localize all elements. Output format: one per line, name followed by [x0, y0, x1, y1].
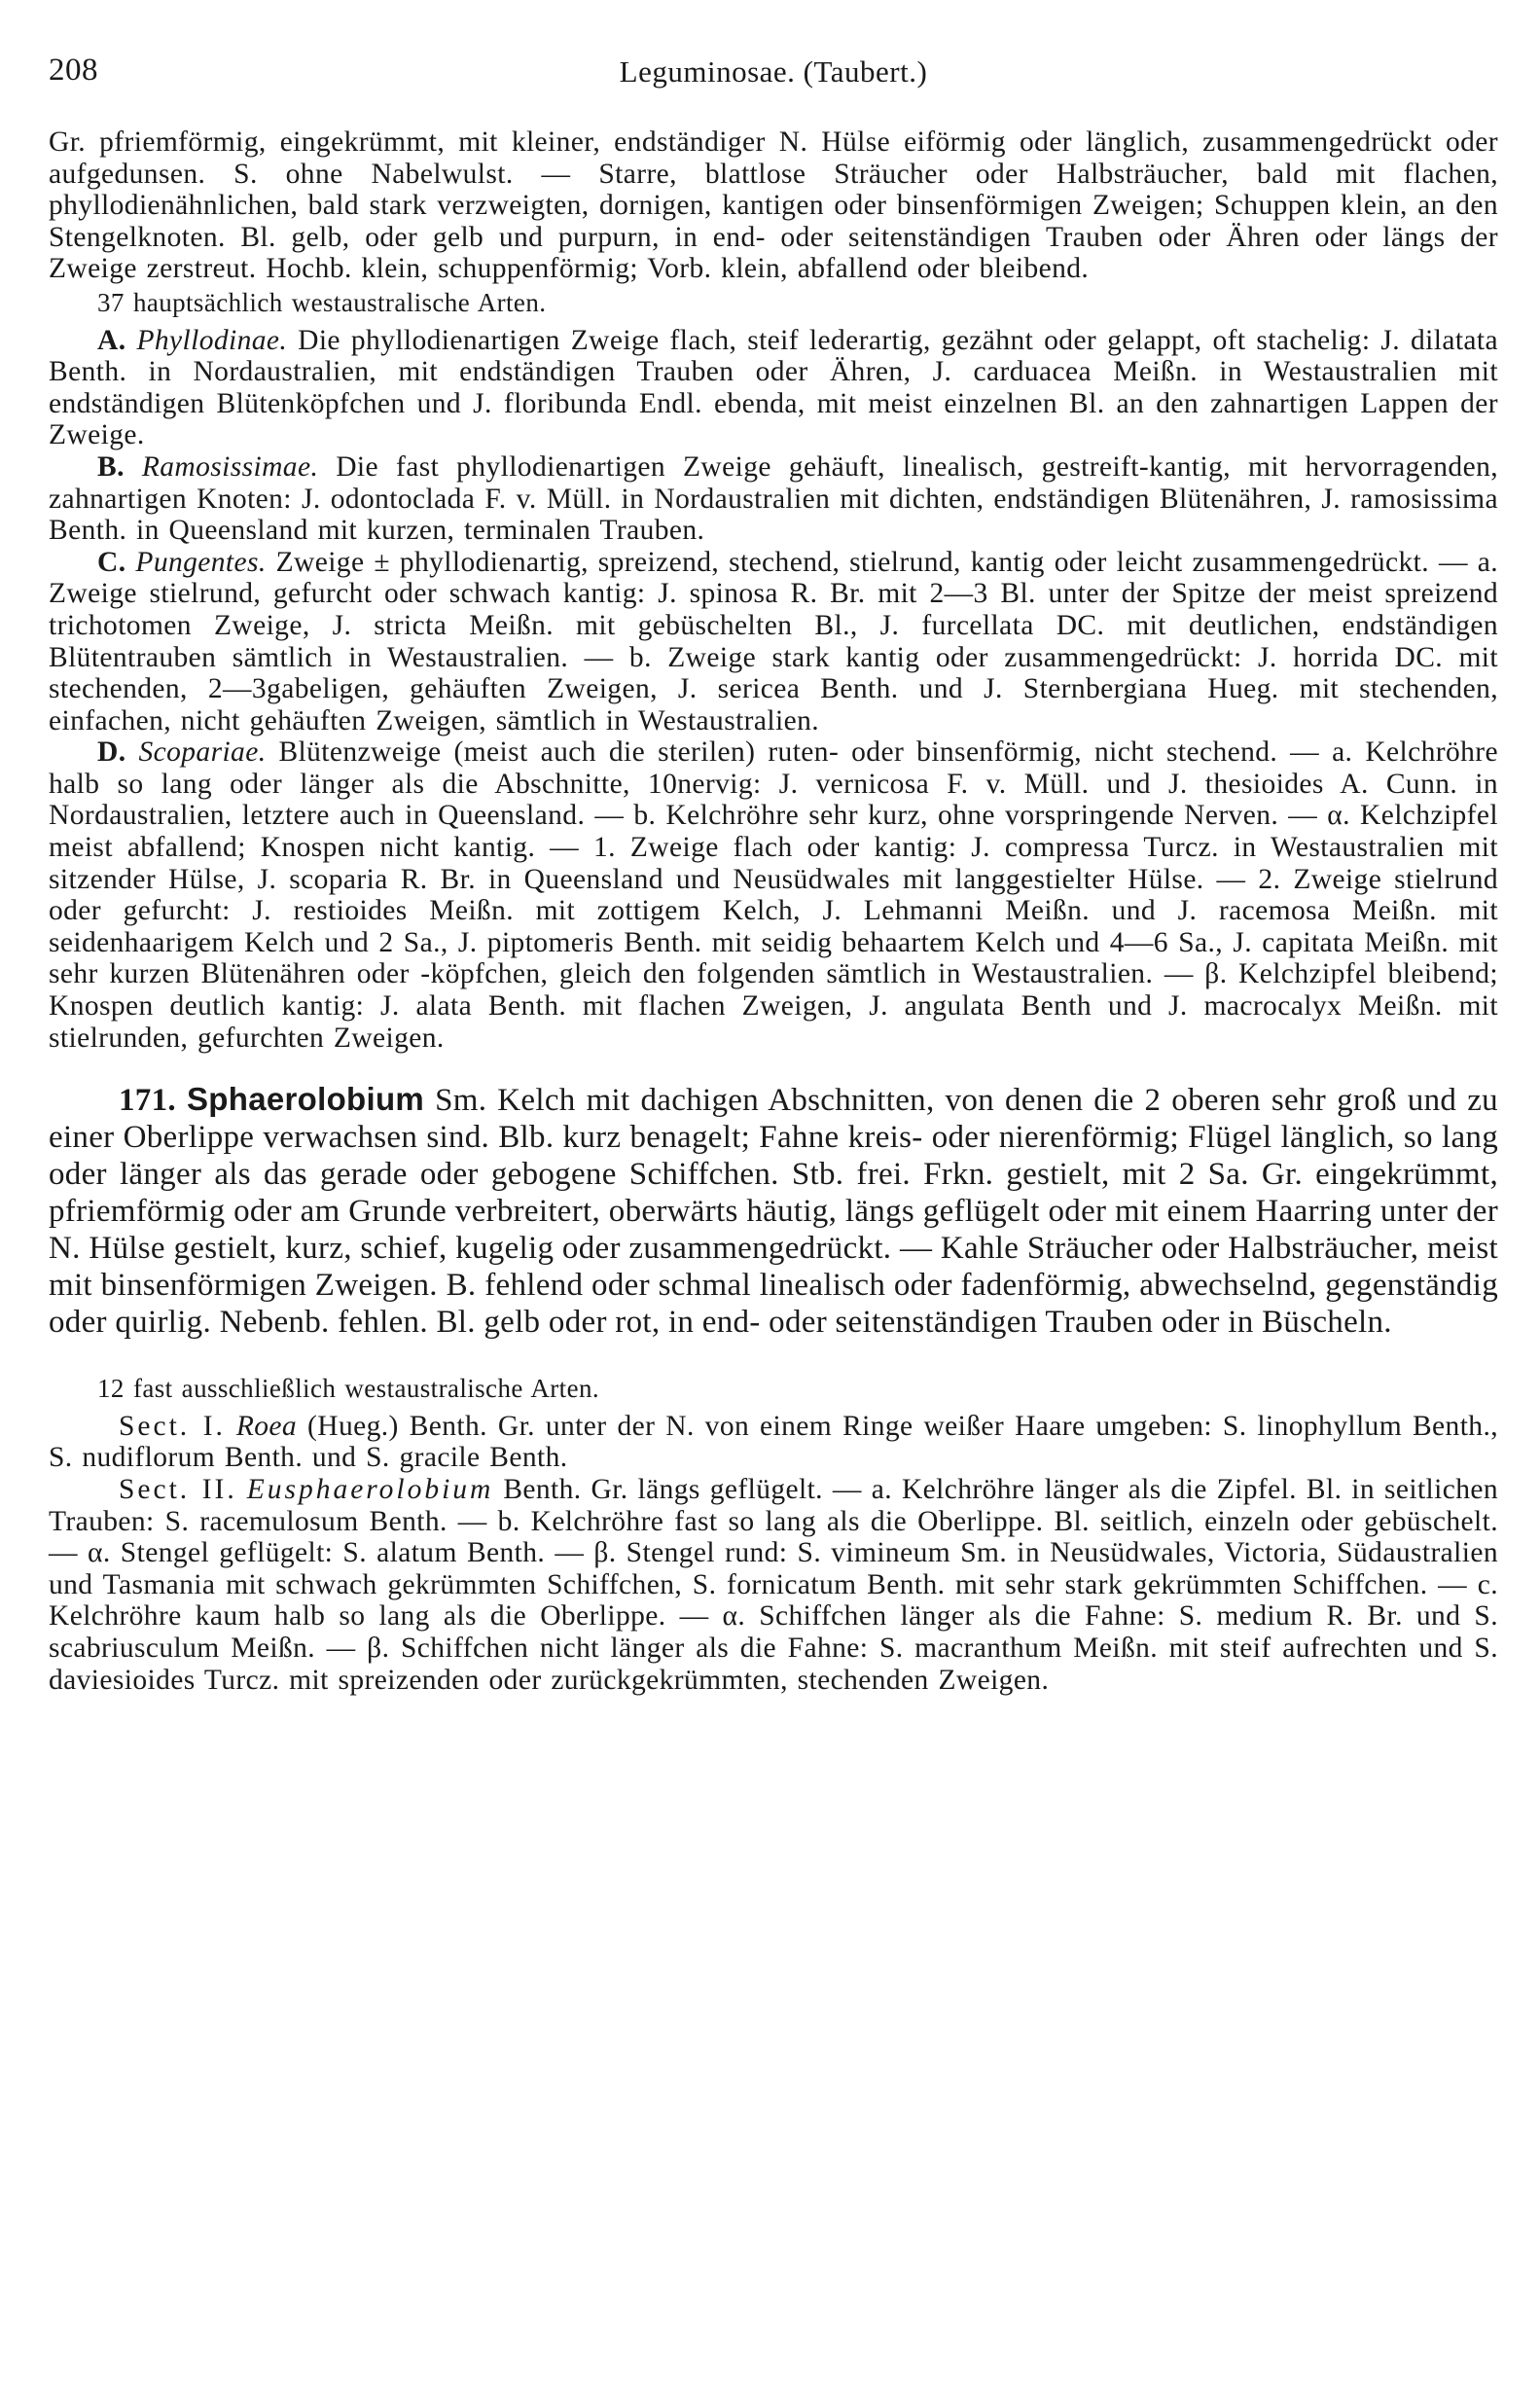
key-a-name: Phyllodinae.: [136, 324, 288, 356]
section-2-name: Eusphaerolobium: [246, 1474, 494, 1505]
section-2-label: Sect. II.: [119, 1474, 237, 1505]
genus-entry: [49, 1081, 1498, 1341]
genus-species-count: 12 fast ausschließlich westaustralische Arten.: [97, 1374, 600, 1404]
genus-body: [49, 1373, 1498, 1696]
body-text: [49, 126, 1498, 1054]
genus-name: Sphaerolobium: [186, 1081, 425, 1118]
genus-number: 171.: [119, 1083, 176, 1119]
key-c-label: C.: [97, 546, 126, 578]
key-d-text: Blütenzweige (meist auch die sterilen) ruten- oder binsenförmig, nicht stechend. — a. Kelchröhre halb so lang oder länger als die Abschnitte, 10nervig: J. vernicosa F. v. Müll. und J. thesioides A. Cunn. in Nordaustralien, letztere auch in Queensland. — b. Kelchröhre sehr kurz, ohne vorspringende Nerven. — α. Kelchzipfel meist abfallend; Knospen nicht kantig. — 1. Zweige flach oder kantig: J. compressa Turcz. in Westaustralien mit sitzender Hülse, J. scoparia R. Br. in Queensland und Neusüdwales mit langgestielter Hülse. — 2. Zweige stielrund oder gefurcht: J. restioides Meißn. mit zottigem Kelch, J. Lehmanni Meißn. und J. racemosa Meißn. mit seidenhaarigem Kelch und 2 Sa., J. piptomeris Benth. mit seidig behaartem Kelch und 4—6 Sa., J. capitata Meißn. mit sehr kurzen Blütenähren oder -köpfchen, gleich den folgenden sämtlich in Westaustralien. — β. Kelchzipfel bleibend; Knospen deutlich kantig: J. alata Benth. mit flachen Zweigen, J. angulata Benth und J. macrocalyx Meißn. mit stielrunden, gefurchten Zweigen.: [49, 736, 1499, 1054]
key-a-label: A.: [97, 324, 126, 356]
running-head: Leguminosae. (Taubert.): [619, 54, 928, 89]
section-2: [49, 1474, 1498, 1696]
page-header: [49, 49, 1498, 107]
section-2-text: Benth. Gr. längs geflügelt. — a. Kelchröhre länger als die Zipfel. Bl. in seitlichen Trauben: S. racemulosum Benth. — b. Kelchröhre fast so lang als die Oberlippe. Bl. seitlich, einzeln oder gebüschelt. — α. Stengel geflügelt: S. alatum Benth. — β. Stengel rund: S. vimineum Sm. in Neusüdwales, Victoria, Südaustralien und Tasmania mit schwach gekrümmten Schiffchen, S. fornicatum Benth. mit sehr stark gekrümmten Schiffchen. — c. Kelchröhre kaum halb so lang als die Oberlippe. — α. Schiffchen länger als die Fahne: S. medium R. Br. und S. scabriusculum Meißn. — β. Schiffchen nicht länger als die Fahne: S. macranthum Meißn. mit steif aufrechten und S. daviesioides Turcz. mit spreizenden oder zurückgekrümmten, stechenden Zweigen.: [49, 1474, 1499, 1696]
genus-author: Sm.: [435, 1083, 487, 1119]
key-d: [49, 736, 1498, 1054]
key-c-name: Pungentes.: [135, 546, 267, 578]
section-1-label: Sect. I.: [119, 1410, 226, 1442]
species-count: 37 hauptsächlich westaustralische Arten.: [97, 287, 547, 317]
key-d-label: D.: [97, 736, 126, 769]
key-b: [49, 451, 1498, 547]
key-d-name: Scopariae.: [138, 736, 267, 769]
intro-paragraph: Gr. pfriemförmig, eingekrümmt, mit kleiner, endständiger N. Hülse eiförmig oder länglich, zusammengedrückt oder aufgedunsen. S. ohne Nabelwulst. — Starre, blattlose Sträucher oder Halbsträucher, bald mit flachen, phyllodienähnlichen, bald stark verzweigten, dornigen, kantigen oder binsenförmigen Zweigen; Schuppen klein, an den Stengelknoten. Bl. gelb, oder gelb und purpurn, in end- oder seitenständigen Trauben oder Ähren oder längs der Zweige zerstreut. Hochb. klein, schuppenförmig; Vorb. klein, abfallend oder bleibend.: [49, 126, 1498, 285]
document-page: [49, 49, 1498, 1696]
key-a: [49, 325, 1498, 451]
genus-description: Kelch mit dachigen Abschnitten, von denen die 2 oberen sehr groß und zu einer Oberlippe verwachsen sind. Blb. kurz benagelt; Fahne kreis- oder nierenförmig; Flügel länglich, so lang oder länger als das gerade oder gebogene Schiffchen. Stb. frei. Frkn. gestielt, mit 2 Sa. Gr. eingekrümmt, pfriemförmig oder am Grunde verbreitert, oberwärts häutig, längs geflügelt oder mit einem Haarring unter der N. Hülse gestielt, kurz, schief, kugelig oder zusammengedrückt. — Kahle Sträucher oder Halbsträucher, meist mit binsenförmigen Zweigen. B. fehlend oder schmal linealisch oder fadenförmig, abwechselnd, gegenständig oder quirlig. Nebenb. fehlen. Bl. gelb oder rot, in end- oder seitenständigen Trauben oder in Büscheln.: [49, 1083, 1498, 1341]
section-1-name: Roea: [235, 1410, 298, 1442]
key-c: [49, 547, 1498, 737]
key-c-text: Zweige ± phyllodienartig, spreizend, stechend, stielrund, kantig oder leicht zusammengedrückt. — a. Zweige stielrund, gefurcht oder schwach kantig: J. spinosa R. Br. mit 2—3 Bl. unter der Spitze der meist spreizend trichotomen Zweige, J. stricta Meißn. mit gebüschelten Bl., J. furcellata DC. mit deutlichen, endständigen Blütentrauben sämtlich in Westaustralien. — b. Zweige stark kantig oder zusammengedrückt: J. horrida DC. mit stechenden, 2—3gabeligen, gehäuften Zweigen, J. sericea Benth. und J. Sternbergiana Hueg. mit stechenden, einfachen, nicht gehäuften Zweigen, sämtlich in Westaustralien.: [49, 546, 1499, 736]
section-1: [49, 1411, 1498, 1474]
section-1-text: (Hueg.) Benth. Gr. unter der N. von einem Ringe weißer Haare umgeben: S. linophyllum Benth., S. nudiflorum Benth. und S. gracile Benth.: [49, 1410, 1498, 1474]
page-number: 208: [49, 53, 98, 88]
key-b-label: B.: [97, 450, 125, 483]
key-b-name: Ramosissimae.: [141, 450, 319, 483]
key-a-text: Die phyllodienartigen Zweige flach, steif lederartig, gezähnt oder gelappt, oft stachelig: J. dilatata Benth. in Nordaustralien, mit endständigen Trauben oder Ähren, J. carduacea Meißn. in Westaustralien mit endständigen Blütenköpfchen und J. floribunda Endl. ebenda, mit meist einzelnen Bl. an den zahnartigen Lappen der Zweige.: [49, 324, 1498, 451]
key-b-text: Die fast phyllodienartigen Zweige gehäuft, linealisch, gestreift-kantig, mit hervorragenden, zahnartigen Knoten: J. odontoclada F. v. Müll. in Nordaustralien mit dichten, endständigen Blütenähren, J. ramosissima Benth. in Queensland mit kurzen, terminalen Trauben.: [49, 450, 1498, 547]
